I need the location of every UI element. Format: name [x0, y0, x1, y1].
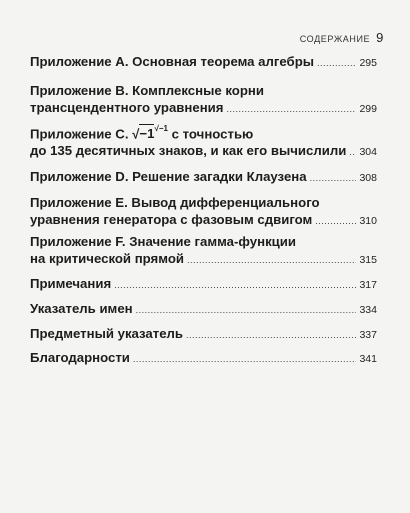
toc-entry-title: Предметный указатель [30, 326, 184, 341]
toc-entry-page: 310 [359, 215, 377, 227]
toc-entry-title: Приложение F. Значение гамма-функции [30, 234, 296, 249]
toc-entry-appendix-f [30, 233, 377, 269]
toc-entry-page: 315 [359, 254, 377, 266]
toc-entry-title: Приложение Е. Вывод дифференциального [30, 195, 320, 210]
leader-dots [226, 101, 356, 118]
toc-entry-acknowledgements [30, 349, 377, 368]
toc-entry-page: 337 [359, 329, 377, 341]
toc-entry-page: 341 [359, 353, 377, 365]
radical-sign: √ [132, 126, 140, 142]
toc-entry-title: Приложение D. Решение загадки Клаузена [30, 169, 307, 184]
toc-entry-appendix-c [30, 122, 377, 161]
toc-entry-subject-index [30, 325, 377, 344]
toc-entry-title: Приложение С. $√-1^{√-1}$ с точностью [30, 124, 254, 142]
toc-entry-appendix-d [30, 168, 377, 187]
leader-dots [114, 277, 356, 294]
leader-dots [349, 144, 356, 161]
toc-entry-title-cont: на критической прямой [30, 251, 184, 266]
toc-entry-appendix-b [30, 82, 377, 118]
toc-entry-page: 317 [359, 279, 377, 291]
toc-entry-title-cont: уравнения генератора с фазовым сдвигом [30, 212, 313, 227]
toc-entry-title: Указатель имен [30, 301, 133, 316]
leader-dots [315, 213, 356, 230]
toc-entry-appendix-e [30, 194, 377, 230]
toc-entry-page: 295 [359, 57, 377, 69]
running-header [300, 30, 384, 45]
leader-dots [133, 351, 357, 368]
toc-entry-title-cont: трансцендентного уравнения [30, 100, 224, 115]
radicand: −1 [139, 126, 155, 142]
leader-dots [136, 302, 357, 319]
leader-dots [317, 55, 356, 72]
toc-entry-appendix-a [30, 53, 377, 72]
toc-entry-title: Примечания [30, 276, 112, 291]
toc-entry-page: 299 [359, 103, 377, 115]
leader-dots [186, 327, 356, 344]
toc-entry-title: Приложение А. Основная теорема алгебры [30, 54, 315, 69]
toc-entry-page: 308 [359, 172, 377, 184]
section-title: СОДЕРЖАНИЕ [299, 34, 371, 44]
toc-entry-page: 304 [359, 146, 377, 159]
toc-entry-name-index [30, 300, 377, 319]
toc-entry-title-cont: до 135 десятичных знаков, и как его вычислили [30, 143, 347, 159]
exponent: √−1 [154, 124, 168, 133]
toc-entry-page: 334 [359, 304, 377, 316]
toc-entry-title: Приложение В. Комплексные корни [30, 83, 264, 98]
leader-dots [310, 170, 357, 187]
page-number: 9 [376, 30, 384, 45]
toc-entry-notes [30, 275, 377, 294]
toc-entry-title: Благодарности [30, 350, 130, 365]
leader-dots [187, 252, 356, 269]
